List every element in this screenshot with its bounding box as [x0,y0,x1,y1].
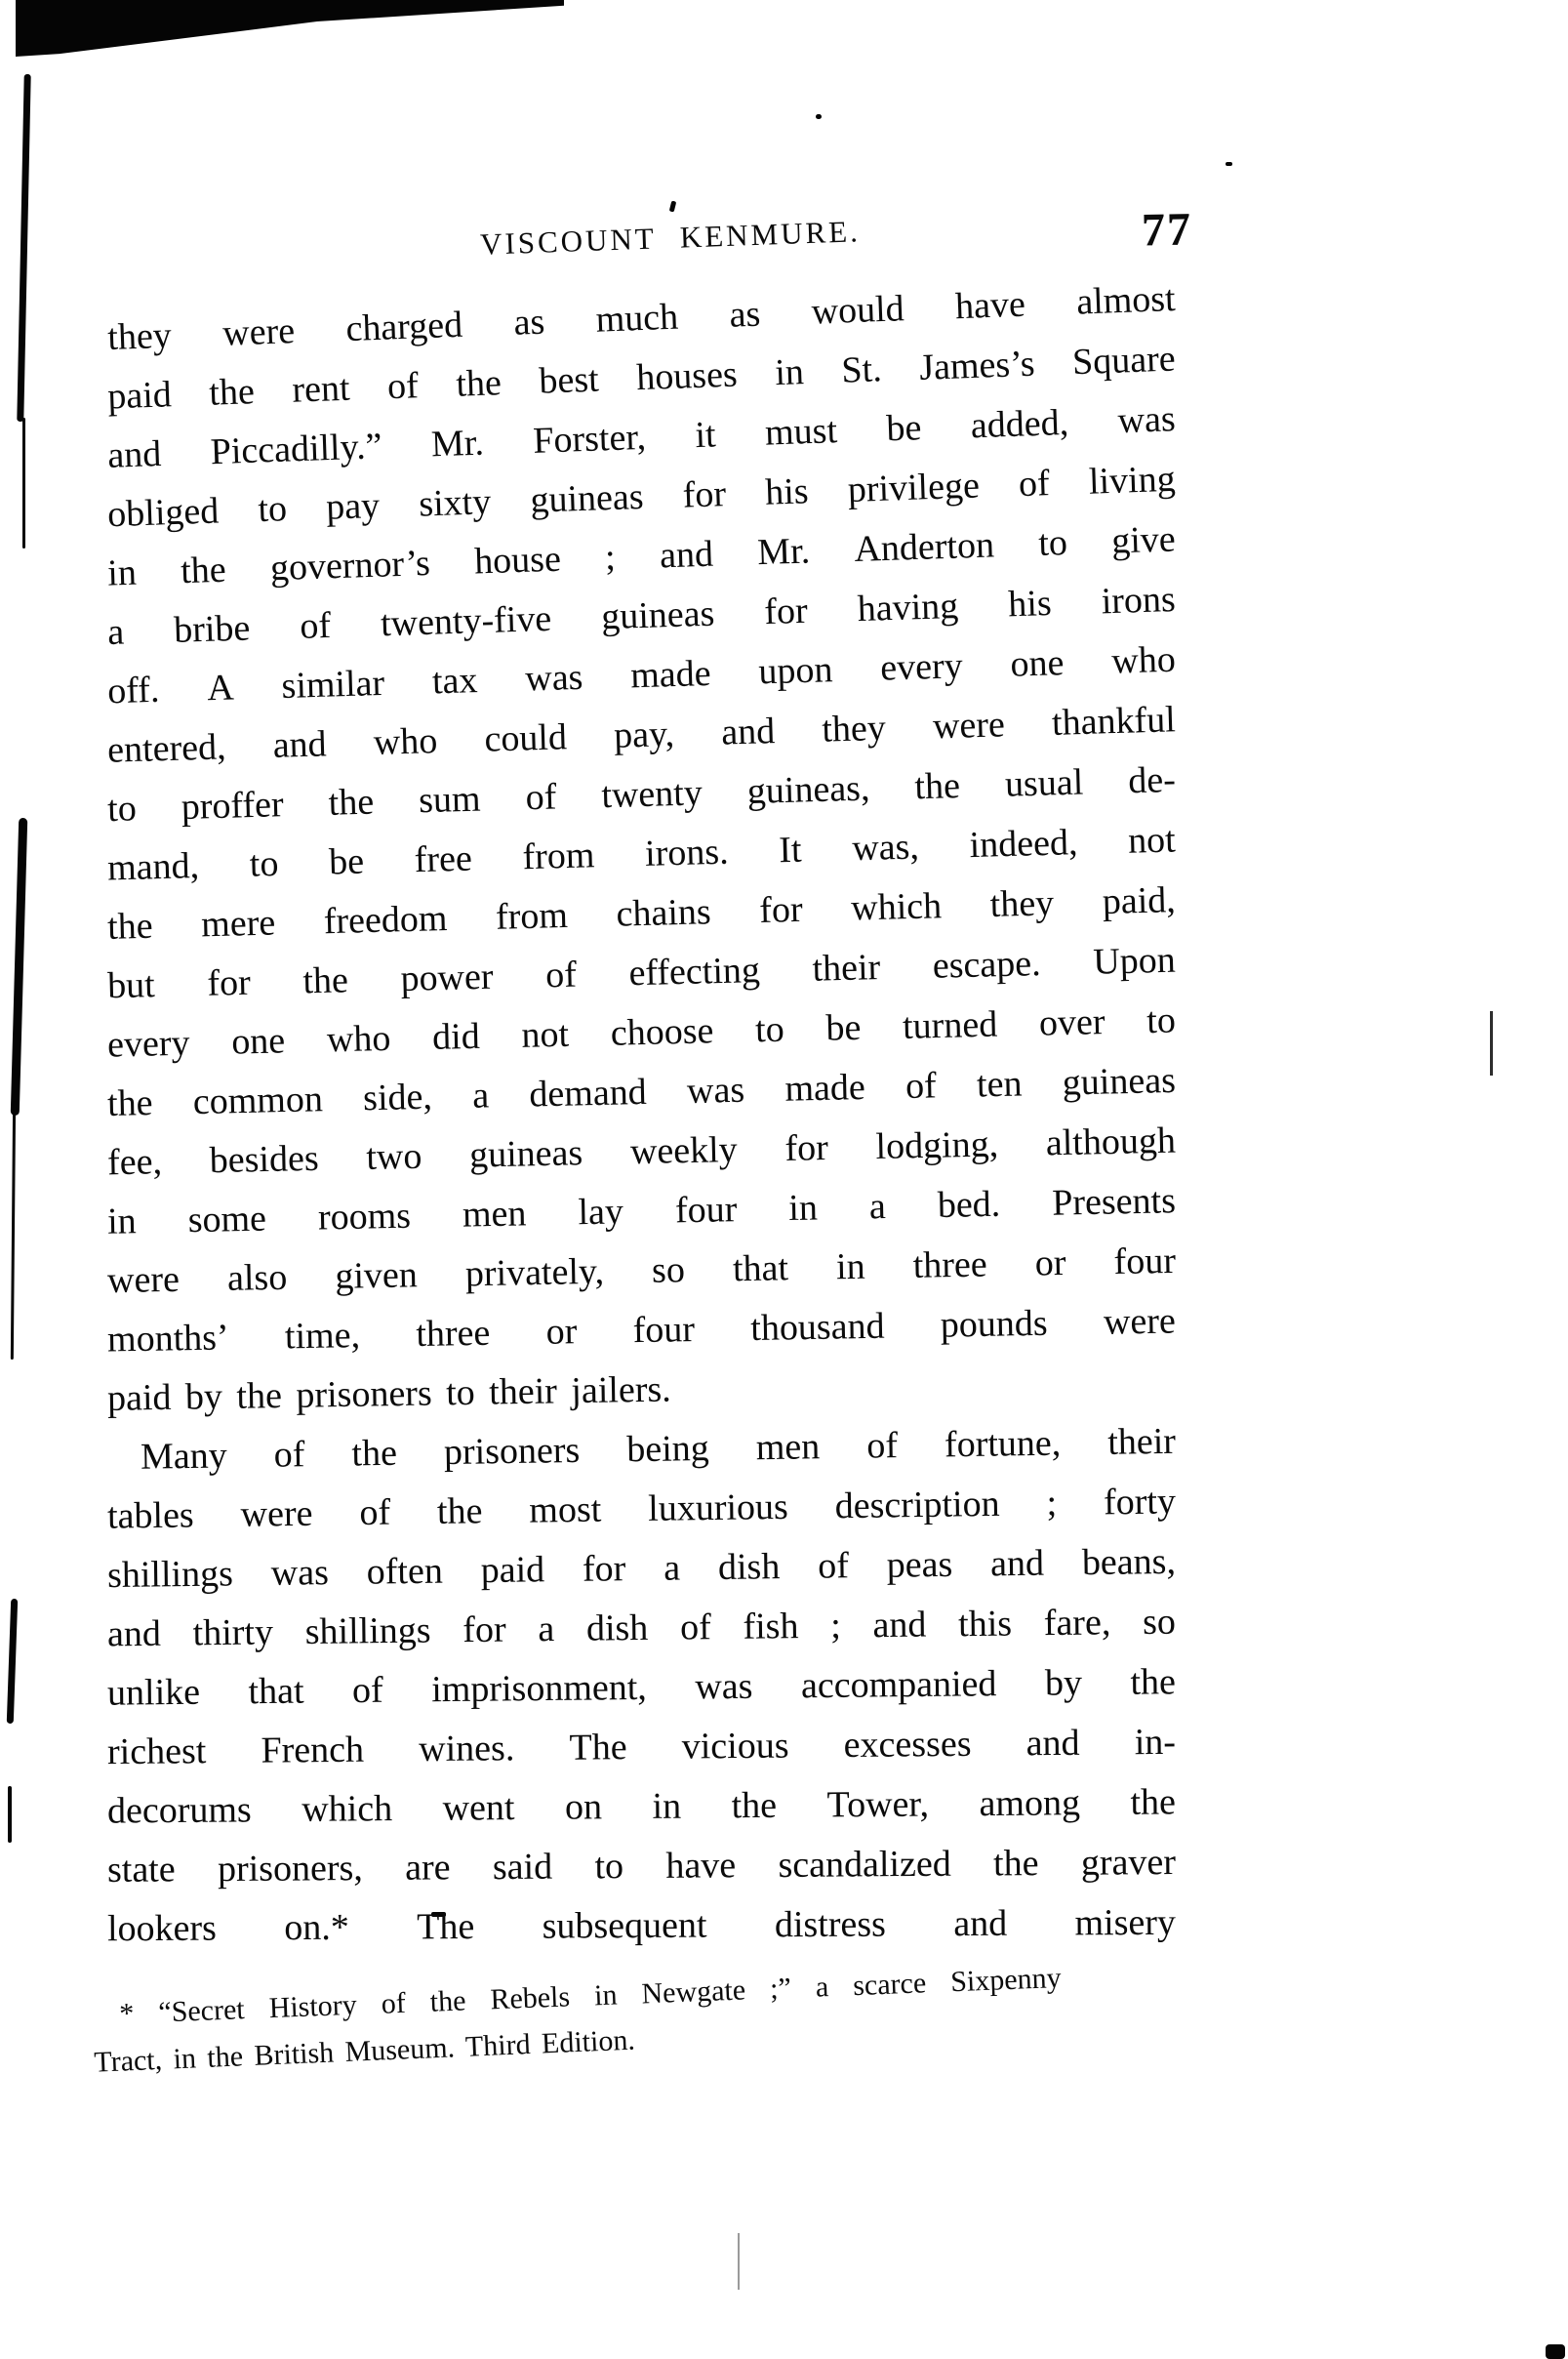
text-line: and thirty shillings for a dish of fish ; and this fare, so [106,1601,1177,1655]
text-line: the mere freedom from chains for which they paid, [106,879,1177,948]
body-text [106,277,1177,1956]
running-title: VISCOUNT KENMURE. [479,214,862,262]
text-line: months’ time, three or four thousand pounds were [106,1300,1177,1361]
scan-artifact-left-streak [11,818,28,1116]
text-line: but for the power of effecting their escape. Upon [106,939,1177,1007]
text-line: Many of the prisoners being men of fortune, their [140,1420,1177,1478]
scan-artifact-corner-wedge [16,0,564,57]
text-line: paid by the prisoners to their jailers. [106,1368,672,1419]
text-line: and Piccadilly.” Mr. Forster, it must be added, was [106,398,1177,476]
text-line: in the governor’s house ; and Mr. Anderton to give [106,518,1177,594]
text-line: fee, besides two guineas weekly for lodging, although [106,1119,1177,1184]
text-line: decorums which went on in the Tower, among the [106,1781,1177,1832]
text-line: entered, and who could pay, and they were thankful [106,699,1177,771]
text-line: the common side, a demand was made of ten guineas [106,1059,1177,1125]
text-line: they were charged as much as would have almost [106,277,1177,359]
scan-artifact-left-bar [17,74,30,422]
scan-artifact-speck [1226,162,1232,166]
scan-artifact-speck [816,114,822,119]
text-line: tables were of the most luxurious description ; forty [106,1481,1177,1537]
footnote-line: Tract, in the British Museum. Third Edition. [93,2023,636,2079]
text-line: to proffer the sum of twenty guineas, the usual de- [106,758,1177,831]
scan-artifact-bottom-line [738,2233,740,2290]
text-line: mand, to be free from irons. It was, indeed, not [106,819,1177,889]
scan-artifact-right-line [1490,1011,1493,1076]
footnote [93,1961,1063,2079]
text-line: off. A similar tax was made upon every one who [106,638,1177,712]
scan-artifact-left-mark-small [8,1786,12,1843]
scan-artifact-speck [669,201,677,213]
text-line: in some rooms men lay four in a bed. Presents [106,1180,1177,1242]
text-line: every one who did not choose to be turned over to [106,999,1177,1066]
text-line: shillings was often paid for a dish of peas and beans, [106,1540,1177,1597]
text-line: a bribe of twenty-five guineas for having his irons [106,579,1177,653]
text-line: richest French wines. The vicious excesses and in- [106,1721,1177,1773]
text-line: were also given privately, so that in three or four [106,1240,1177,1302]
text-line: state prisoners, are said to have scandalized the graver [106,1842,1177,1891]
text-line: unlike that of imprisonment, was accompanied by the [106,1661,1177,1714]
scan-artifact-left-streak-tail [11,1101,16,1360]
text-line: obliged to pay sixty guineas for his privilege of living [106,458,1177,536]
scan-artifact-bottom-corner [1546,2344,1565,2359]
scan-artifact-left-bar-tail [22,418,25,549]
text-line: lookers on.* The subsequent distress and misery [106,1901,1177,1950]
page-number: 77 [1141,203,1193,257]
text-line: paid the rent of the best houses in St. James’s Square [106,338,1177,418]
footnote-line: * “Secret History of the Rebels in Newgate ;” a scarce Sixpenny [118,1961,1063,2031]
scan-artifact-left-mark [7,1599,18,1724]
